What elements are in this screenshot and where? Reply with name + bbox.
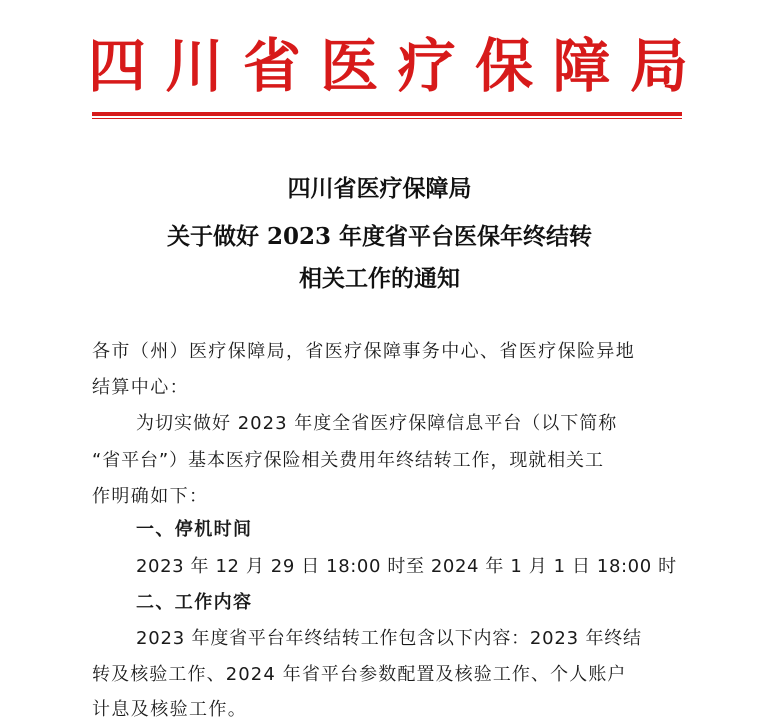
letterhead-rule-thin [92, 118, 682, 119]
document-title-line-1: 四川省医疗保障局 [287, 175, 472, 202]
section-1-text: 2023 年 12 月 29 日 18:00 时至 2024 年 1 月 1 日 18:00 时 [136, 556, 677, 577]
letterhead-char: 障 [552, 32, 611, 100]
section-2-heading: 二、工作内容 [136, 592, 253, 613]
document-title-line-2: 关于做好 2023 年度省平台医保年终结转 [166, 223, 593, 250]
letterhead-char: 局 [629, 32, 688, 100]
intro-paragraph-line-1: 为切实做好 2023 年度全省医疗保障信息平台（以下简称 [136, 413, 618, 434]
section-1-heading: 一、停机时间 [136, 519, 253, 540]
section-2-line-2: 转及核验工作、2024 年省平台参数配置及核验工作、个人账户 [92, 664, 627, 685]
intro-paragraph-line-3: 作明确如下： [92, 486, 209, 507]
addressee-line-1: 各市（州）医疗保障局，省医疗保障事务中心、省医疗保险异地 [92, 341, 636, 362]
section-2-line-1: 2023 年度省平台年终结转工作包含以下内容：2023 年终结 [136, 628, 642, 649]
addressee-line-2: 结算中心： [92, 377, 189, 398]
section-2-line-3: 计息及核验工作。 [92, 699, 248, 720]
letterhead-char: 省 [242, 32, 301, 100]
document-title-line-3: 相关工作的通知 [299, 265, 460, 292]
intro-paragraph-line-2: “省平台”）基本医疗保险相关费用年终结转工作，现就相关工 [92, 450, 604, 471]
letterhead-rule-thick [92, 112, 682, 116]
letterhead-char: 疗 [397, 32, 456, 100]
letterhead-org-name [88, 34, 688, 98]
letterhead-char: 川 [165, 32, 224, 100]
letterhead-char: 医 [320, 32, 379, 100]
letterhead-char: 保 [475, 32, 534, 100]
letterhead-char: 四 [88, 32, 147, 100]
